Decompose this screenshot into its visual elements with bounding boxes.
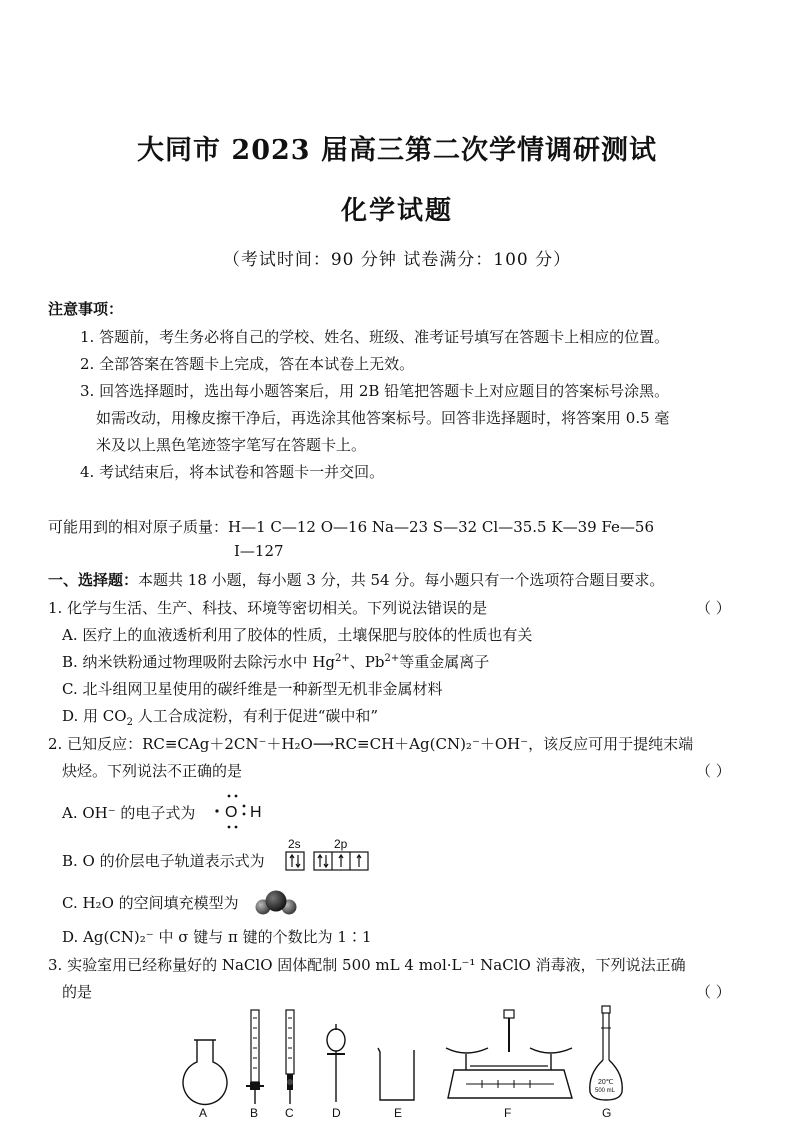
separatory-funnel-icon <box>327 1024 345 1102</box>
oh-electron-formula <box>212 790 274 832</box>
orbital-2s-label: 2s <box>288 837 301 851</box>
notice-item-3-cont-2: 米及以上黑色笔迹签字笔写在答题卡上。 <box>96 436 367 454</box>
q1-answer-paren: （ ） <box>696 599 731 617</box>
notice-item-3-cont-1: 如需改动，用橡皮擦干净后，再选涂其他答案标号。回答非选择题时，将答案用 0.5 毫 <box>96 409 670 427</box>
section1-heading: 一、选择题： <box>48 571 139 589</box>
q1-stem: 1. 化学与生活、生产、科技、环境等密切相关。下列说法错误的是 <box>48 599 488 617</box>
q2-stem-line1: 2. 已知反应：RC≡CAg＋2CN⁻＋H₂O⟶RC≡CH＋Ag(CN)₂⁻＋OH⁻，该反应可用于提纯末端 <box>48 735 694 753</box>
orbital-diagram <box>284 836 374 876</box>
exam-info: （考试时间：90 分钟 试卷满分：100 分） <box>222 250 572 270</box>
flask-temp-label: 20℃ <box>598 1079 614 1086</box>
q3-stem-line2: 的是 <box>62 983 93 1001</box>
section1-description: 本题共 18 小题，每小题 3 分，共 54 分。每小题只有一个选项符合题目要求。 <box>138 571 665 589</box>
section1-line <box>48 569 664 590</box>
q3-stem-line1: 3. 实验室用已经称量好的 NaClO 固体配制 500 mL 4 mol·L⁻¹ NaClO 消毒液，下列说法正确 <box>48 956 686 974</box>
q2-option-a <box>62 802 195 823</box>
balance-scale-icon <box>446 1010 572 1098</box>
notice-item-4: 4. 考试结束后，将本试卷和答题卡一并交回。 <box>80 463 385 481</box>
q1-option-c: C. 北斗组网卫星使用的碳纤维是一种新型无机非金属材料 <box>62 680 443 698</box>
atomic-masses-line1: 可能用到的相对原子质量：H—1 C—12 O—16 Na—23 S—32 Cl—35.5 K—39 Fe—56 <box>48 518 654 536</box>
q2-option-c: C. H₂O 的空间填充模型为 <box>62 894 239 912</box>
base-burette-icon <box>286 1010 294 1104</box>
notice-item-3: 3. 回答选择题时，选出每小题答案后，用 2B 铅笔把答题卡上对应题目的答案标号涂黑。 <box>80 382 670 400</box>
apparatus-label-a: A <box>199 1106 208 1120</box>
acid-burette-icon <box>246 1010 264 1104</box>
q3-answer-paren: （ ） <box>696 983 731 1001</box>
apparatus-label-d: D <box>332 1106 341 1120</box>
apparatus-label-b: B <box>250 1106 259 1120</box>
q2-option-d: D. Ag(CN)₂⁻ 中 σ 键与 π 键的个数比为 1∶1 <box>62 928 372 946</box>
apparatus-label-g: G <box>602 1106 612 1120</box>
apparatus-figure <box>170 1004 650 1120</box>
q2-stem-line2: 炔烃。下列说法不正确的是 <box>62 762 243 780</box>
orbital-2p-label: 2p <box>334 837 348 851</box>
svg-text:O: O <box>225 804 238 821</box>
volumetric-flask-icon <box>590 1006 622 1100</box>
q2-answer-paren: （ ） <box>696 762 731 780</box>
q1-option-d: D. 用 $CO_2$ 人工合成淀粉，有利于促进“碳中和” <box>62 707 379 728</box>
beaker-icon <box>378 1048 414 1100</box>
subject-title: 化学试题 <box>340 196 453 226</box>
q1-option-b: B. 纳米铁粉通过物理吸附去除污水中 $Hg^{2+}$、$Pb^{2+}$等重金属离子 <box>62 653 490 671</box>
water-space-filling-model <box>254 888 298 918</box>
notice-item-1: 1. 答题前，考生务必将自己的学校、姓名、班级、准考证号填写在答题卡上相应的位置。 <box>80 328 670 346</box>
apparatus-label-f: F <box>504 1106 512 1120</box>
apparatus-label-c: C <box>285 1106 294 1120</box>
notice-item-2: 2. 全部答案在答题卡上完成，答在本试卷上无效。 <box>80 355 415 373</box>
q2-option-b: B. O 的价层电子轨道表示式为 <box>62 852 265 870</box>
exam-title: 大同市 2023 届高三第二次学情调研测试 <box>137 135 657 166</box>
flask-volume-label: 500 mL <box>595 1088 616 1094</box>
svg-text:H: H <box>250 804 262 821</box>
apparatus-label-e: E <box>394 1106 403 1120</box>
q2-option-a-text: A. OH⁻ 的电子式为 <box>62 804 196 822</box>
notice-heading: 注意事项： <box>48 300 124 318</box>
round-bottom-flask-icon <box>183 1040 227 1104</box>
q1-option-a: A. 医疗上的血液透析利用了胶体的性质，土壤保肥与胶体的性质也有关 <box>62 626 533 644</box>
atomic-masses-line2: I—127 <box>234 542 284 560</box>
